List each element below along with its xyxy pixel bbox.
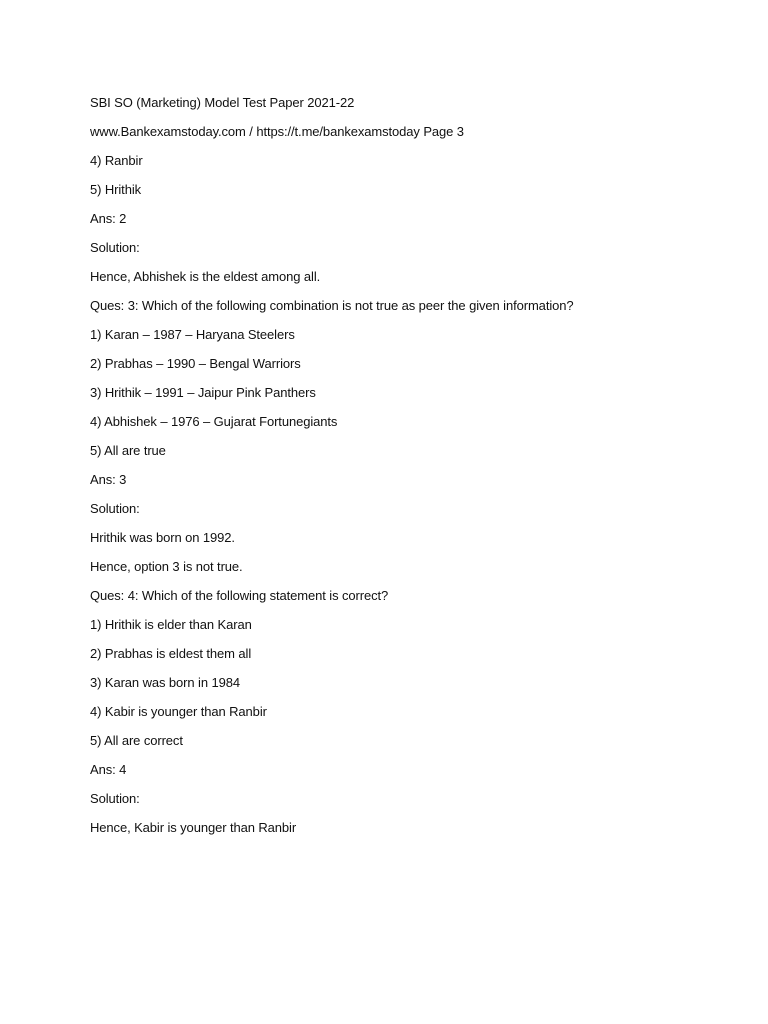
question-3: Ques: 3: Which of the following combination is not true as peer the given information? [90,298,574,313]
option-line: 3) Hrithik – 1991 – Jaipur Pink Panthers [90,385,316,400]
header-title: SBI SO (Marketing) Model Test Paper 2021-22 [90,95,355,110]
solution-text: Hence, Kabir is younger than Ranbir [90,820,297,835]
solution-text: Hence, option 3 is not true. [90,559,243,574]
option-line: 2) Prabhas – 1990 – Bengal Warriors [90,356,301,371]
header-url-line: www.Bankexamstoday.com / https://t.me/bankexamstoday Page 3 [90,124,464,139]
option-line: 4) Abhishek – 1976 – Gujarat Fortunegiants [90,414,338,429]
option-line: 1) Hrithik is elder than Karan [90,617,252,632]
answer-line: Ans: 3 [90,472,127,487]
solution-text: Hence, Abhishek is the eldest among all. [90,269,321,284]
option-line: 1) Karan – 1987 – Haryana Steelers [90,327,295,342]
option-line: 3) Karan was born in 1984 [90,675,240,690]
option-line: 5) All are correct [90,733,183,748]
solution-text: Hrithik was born on 1992. [90,530,235,545]
option-line: 5) Hrithik [90,182,142,197]
question-4: Ques: 4: Which of the following statement is correct? [90,588,389,603]
solution-label: Solution: [90,791,140,806]
option-line: 4) Kabir is younger than Ranbir [90,704,267,719]
solution-label: Solution: [90,240,140,255]
answer-line: Ans: 2 [90,211,127,226]
option-line: 4) Ranbir [90,153,143,168]
option-line: 5) All are true [90,443,166,458]
option-line: 2) Prabhas is eldest them all [90,646,252,661]
solution-label: Solution: [90,501,140,516]
document-text [90,94,730,848]
answer-line: Ans: 4 [90,762,127,777]
